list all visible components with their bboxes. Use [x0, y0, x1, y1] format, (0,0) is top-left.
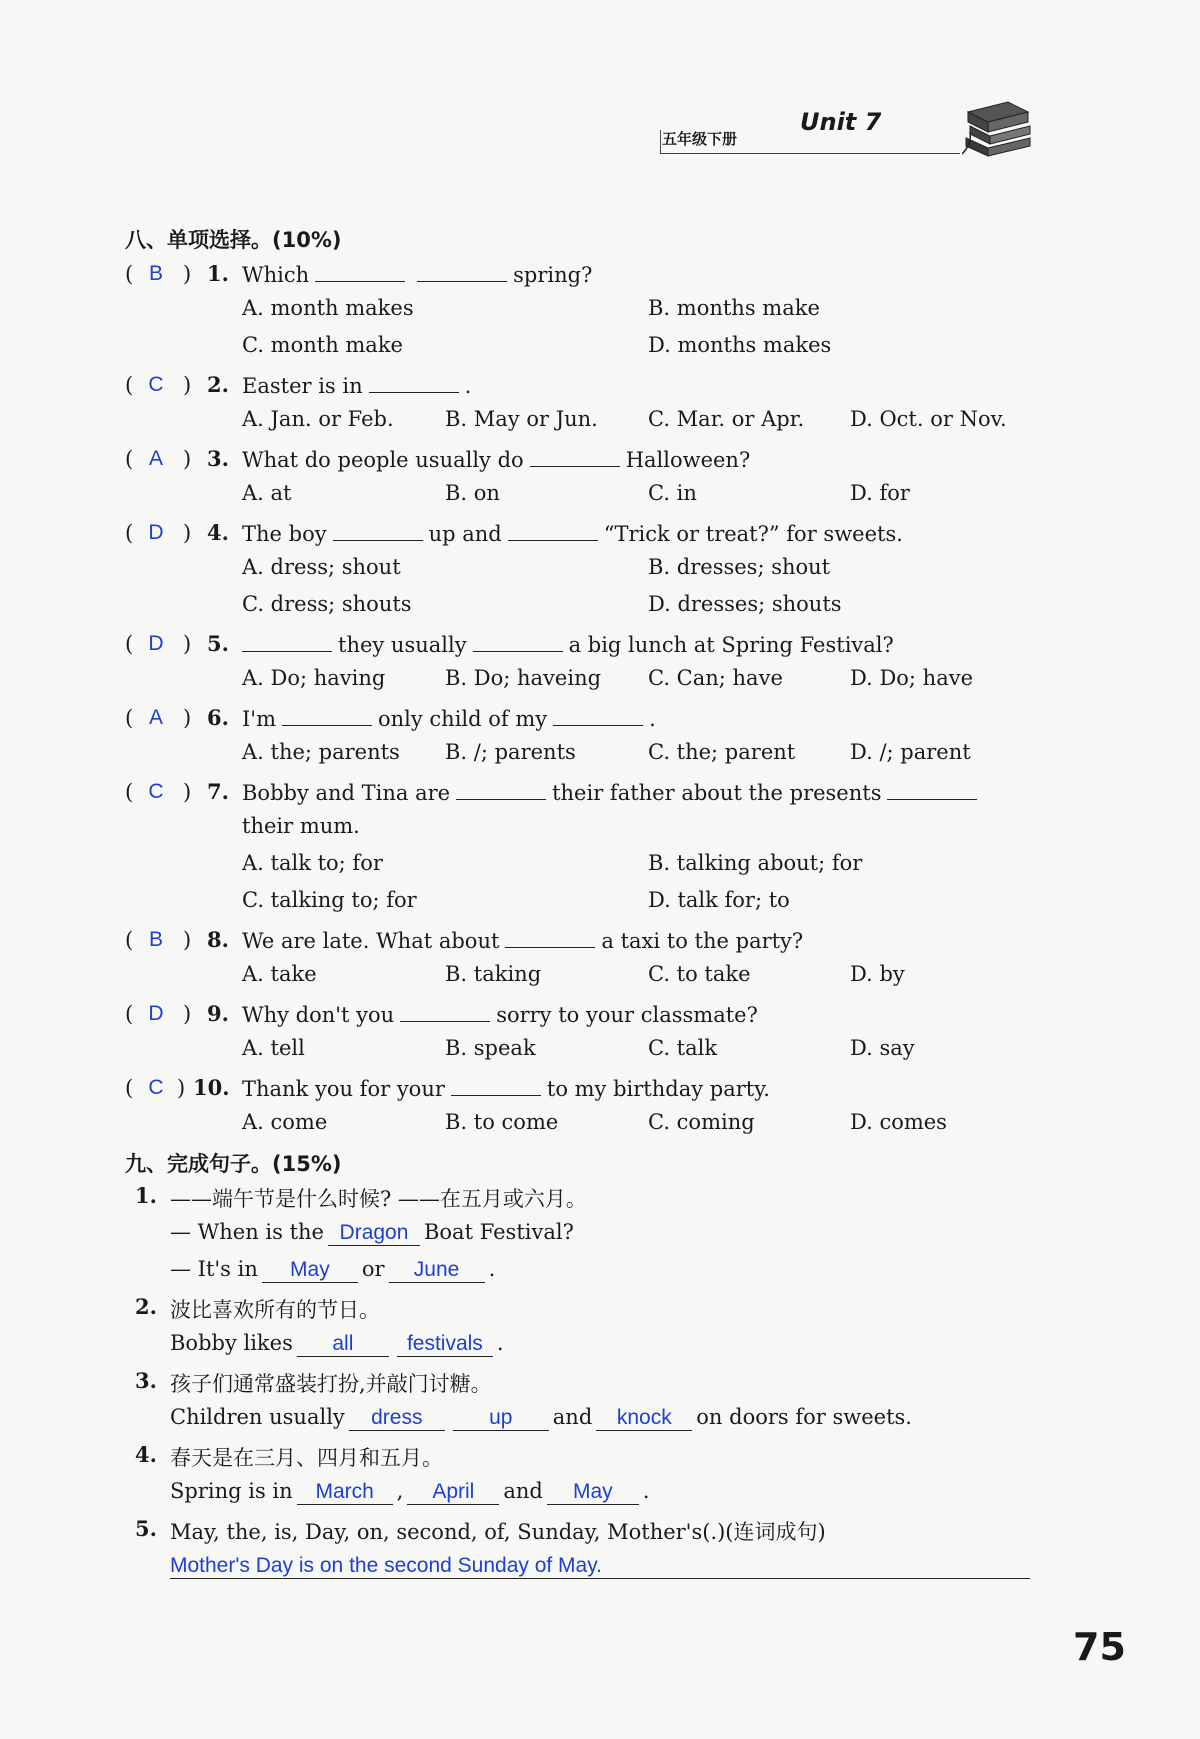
blank: [473, 629, 563, 652]
blank: [400, 999, 490, 1022]
option-a: A. Do; having: [242, 666, 386, 690]
option-b: B. /; parents: [445, 740, 576, 764]
option-b: B. to come: [445, 1110, 559, 1134]
answer-5: D: [148, 632, 164, 655]
item-2-chinese: 波比喜欢所有的节日。: [170, 1298, 380, 1322]
answer-2: C: [148, 373, 164, 396]
option-d: D. Oct. or Nov.: [850, 407, 1007, 431]
option-d: D. talk for; to: [648, 888, 790, 912]
answer-fill: April: [407, 1480, 499, 1505]
answer-fill: June: [389, 1258, 485, 1283]
answer-fill: up: [453, 1406, 549, 1431]
option-c: C. in: [648, 481, 697, 505]
option-a: A. dress; shout: [242, 555, 401, 579]
question-7-line2: their mum.: [242, 814, 360, 838]
answer-4: D: [148, 521, 164, 544]
option-d: D. by: [850, 962, 905, 986]
answer-8: B: [148, 928, 163, 951]
blank: [417, 259, 507, 282]
option-d: D. for: [850, 481, 910, 505]
section-9-title: 九、完成句子。(15%): [125, 1152, 342, 1176]
blank: [553, 703, 643, 726]
grade-label: 五年级下册: [662, 130, 738, 148]
option-c: C. month make: [242, 333, 403, 357]
option-a: A. the; parents: [242, 740, 400, 764]
blank: [333, 518, 423, 541]
answer-fill: Dragon: [328, 1221, 420, 1246]
answer-3: A: [148, 447, 163, 470]
question-number: 1.: [207, 261, 229, 286]
option-d: D. /; parent: [850, 740, 971, 764]
blank: [887, 777, 977, 800]
answer-fill: Mother's Day is on the second Sunday of May.: [170, 1554, 1030, 1579]
option-b: B. talking about; for: [648, 851, 863, 875]
blank: [530, 444, 620, 467]
option-c: C. dress; shouts: [242, 592, 412, 616]
option-a: A. take: [242, 962, 317, 986]
books-icon: [962, 98, 1034, 160]
blank: [508, 518, 598, 541]
answer-10: C: [148, 1076, 164, 1099]
blank: [282, 703, 372, 726]
option-c: C. to take: [648, 962, 751, 986]
answer-9: D: [148, 1002, 164, 1025]
answer-fill: dress: [349, 1406, 445, 1431]
option-b: B. Do; haveing: [445, 666, 602, 690]
blank: [505, 925, 595, 948]
answer-fill: all: [297, 1332, 389, 1357]
option-a: A. at: [242, 481, 292, 505]
page-number: 75: [1073, 1625, 1126, 1669]
option-c: C. the; parent: [648, 740, 796, 764]
option-d: D. say: [850, 1036, 915, 1060]
option-b: B. dresses; shout: [648, 555, 831, 579]
option-c: C. Can; have: [648, 666, 783, 690]
item-3-chinese: 孩子们通常盛装打扮,并敲门讨糖。: [170, 1372, 492, 1396]
item-5-line: [170, 1553, 1030, 1579]
item-1-chinese: ——端午节是什么时候? ——在五月或六月。: [170, 1187, 587, 1211]
item-1-line2: — It's in May or June .: [170, 1257, 496, 1281]
header-underline: [660, 153, 960, 154]
answer-fill: knock: [596, 1406, 692, 1431]
blank: [369, 370, 459, 393]
item-4-line: Spring is in March , April and May .: [170, 1479, 650, 1503]
option-a: A. Jan. or Feb.: [242, 407, 394, 431]
item-4-chinese: 春天是在三月、四月和五月。: [170, 1446, 443, 1470]
option-d: D. months makes: [648, 333, 832, 357]
option-a: A. talk to; for: [242, 851, 383, 875]
answer-fill: May: [547, 1480, 639, 1505]
item-1-line1: — When is the Dragon Boat Festival?: [170, 1220, 574, 1244]
section-8-title: 八、单项选择。(10%): [125, 228, 342, 252]
option-a: A. month makes: [242, 296, 414, 320]
answer-fill: May: [262, 1258, 358, 1283]
blank: [315, 259, 405, 282]
option-a: A. tell: [242, 1036, 305, 1060]
worksheet-page: 五年级下册 Unit 7 八、单项选择。(10%) ( B ) 1. Which spring? A. month makes B. months make C. month make D. months makes ( C ) 2. Easter is in . A. Jan. or Feb. B. May or Jun. C. Mar. or Apr. D. Oct. or Nov. ( A ) 3. What do people usually do Halloween? A. at B. on C. in D. for ( D ) 4. The boy up and “Trick or treat?” for sweets. A. dress; shout B. dresses; shout C. dress; shouts D. dresses; shouts ( D ) 5. they usually a big lunch at Spring Festival? A. Do; having B. Do; haveing C. Can; have D. Do; have ( A ) 6. I'm only child of my . A. the; parents B. /; parents C. the; parent D. /; parent ( C ) 7. Bobby and Tina are their father about the presents their mum. A. talk to; for B. talking about; for C. talking to; for D. talk for; to ( B ) 8. We are late. What about a taxi to the party? A. take B. taking C. to take D. by ( D ) 9. Why don't you sorry to your classmate? A. tell B. speak C. talk D. say ( C ) 10. Thank you for your to my birthday party. A. come B. to come C. coming D. comes 九、完成句子。(15%) 1. ——端午节是什么时候? ——在五月或六月。 — When is the Dragon Boat Festival? — It's in May or June . 2. 波比喜欢所有的节日。 Bobby likes all festivals . 3. 孩子们通常盛装打扮,并敲门讨糖。 Children usually dress up and knock on doors for sweets. 4. 春天是在三月、四月和五月。 Spring is in March , April and May . 5. May, the, is, Day, on, second, of, Sunday, Mother's(.)(连词成句) Mother's Day is on the second Sunday of May. 75: [0, 0, 1200, 1739]
item-number: 5.: [135, 1516, 157, 1541]
answer-6: A: [148, 706, 163, 729]
option-c: C. coming: [648, 1110, 755, 1134]
option-d: D. Do; have: [850, 666, 974, 690]
answer-fill: March: [297, 1480, 393, 1505]
option-d: D. comes: [850, 1110, 947, 1134]
item-number: 3.: [135, 1368, 157, 1393]
option-d: D. dresses; shouts: [648, 592, 842, 616]
option-c: C. talk: [648, 1036, 718, 1060]
blank: [451, 1073, 541, 1096]
item-number: 1.: [135, 1183, 157, 1208]
item-5-chinese: May, the, is, Day, on, second, of, Sunday, Mother's(.)(连词成句): [170, 1520, 826, 1544]
answer-1: B: [148, 262, 163, 285]
item-3-line: Children usually dress up and knock on doors for sweets.: [170, 1405, 912, 1429]
answer-7: C: [148, 780, 164, 803]
option-b: B. taking: [445, 962, 542, 986]
option-b: B. speak: [445, 1036, 536, 1060]
item-2-line: Bobby likes all festivals .: [170, 1331, 504, 1355]
unit-title: Unit 7: [800, 108, 882, 136]
option-b: B. on: [445, 481, 500, 505]
item-number: 2.: [135, 1294, 157, 1319]
option-c: C. Mar. or Apr.: [648, 407, 805, 431]
option-b: B. months make: [648, 296, 820, 320]
blank: [242, 629, 332, 652]
option-a: A. come: [242, 1110, 328, 1134]
option-b: B. May or Jun.: [445, 407, 598, 431]
header-divider: [660, 130, 661, 153]
answer-fill: festivals: [397, 1332, 493, 1357]
blank: [456, 777, 546, 800]
item-number: 4.: [135, 1442, 157, 1467]
option-c: C. talking to; for: [242, 888, 417, 912]
